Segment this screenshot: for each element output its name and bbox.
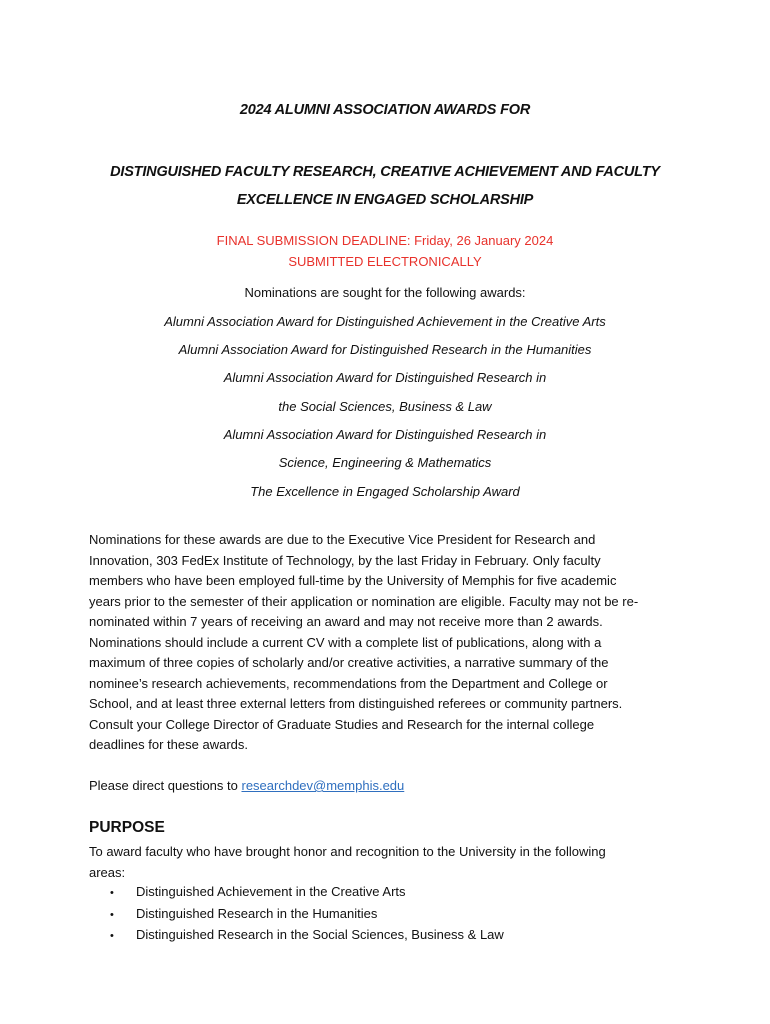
bullet-icon: • — [110, 908, 114, 921]
awards-intro: Nominations are sought for the following awards: — [244, 285, 526, 300]
paragraph-line: years prior to the semester of their application or nomination are eligible. Faculty may not be re- — [89, 593, 639, 609]
award-item: Alumni Association Award for Distinguished Achievement in the Creative Arts — [164, 314, 606, 329]
title-line-1: 2024 ALUMNI ASSOCIATION AWARDS FOR — [239, 102, 531, 118]
award-item: Alumni Association Award for Distinguished Research in — [223, 370, 547, 385]
list-item — [110, 924, 504, 946]
paragraph-line: School, and at least three external letters from distinguished referees or community partners. — [89, 696, 623, 711]
purpose-bullet-list — [110, 881, 504, 946]
deadline-line-2: SUBMITTED ELECTRONICALLY — [288, 254, 482, 269]
purpose-heading: PURPOSE — [89, 819, 165, 836]
paragraph-line: deadlines for these awards. — [89, 737, 248, 752]
list-item-text: Distinguished Achievement in the Creative Arts — [136, 884, 406, 899]
paragraph-line: areas: — [89, 864, 126, 880]
paragraph-line: Nominations should include a current CV with a complete list of publications, along with a — [89, 634, 602, 650]
title-line-2: DISTINGUISHED FACULTY RESEARCH, CREATIVE ACHIEVEMENT AND FACULTY — [110, 164, 660, 180]
paragraph-line: Nominations for these awards are due to the Executive Vice President for Research and — [89, 532, 596, 547]
list-item — [110, 903, 504, 925]
award-item: Alumni Association Award for Distinguished Research in — [223, 427, 547, 442]
award-item: the Social Sciences, Business & Law — [278, 399, 492, 414]
paragraph-line: To award faculty who have brought honor and recognition to the University in the following — [89, 844, 606, 859]
paragraph-line: maximum of three copies of scholarly and/or creative activities, a narrative summary of the — [89, 655, 609, 670]
bullet-icon: • — [110, 887, 114, 899]
award-item: The Excellence in Engaged Scholarship Award — [250, 484, 520, 499]
paragraph-line: Consult your College Director of Graduate Studies and Research for the internal college — [89, 716, 595, 732]
deadline-line-1: FINAL SUBMISSION DEADLINE: Friday, 26 January 2024 — [216, 233, 554, 248]
award-item: Science, Engineering & Mathematics — [278, 455, 492, 470]
paragraph-line: members who have been employed full-time by the University of Memphis for five academic — [89, 573, 617, 588]
award-item: Alumni Association Award for Distinguished Research in the Humanities — [178, 342, 592, 357]
purpose-text — [89, 842, 689, 883]
title-line-3: EXCELLENCE IN ENGAGED SCHOLARSHIP — [236, 192, 534, 208]
questions-prefix: Please direct questions to — [89, 778, 242, 793]
paragraph-line: nominated within 7 years of receiving an award and may not receive more than 2 awards. — [89, 614, 603, 629]
list-item-text: Distinguished Research in the Humanities — [136, 905, 378, 921]
paragraph-line: Innovation, 303 FedEx Institute of Technology, by the last Friday in February. Only faculty — [89, 552, 601, 568]
list-item-text: Distinguished Research in the Social Sciences, Business & Law — [136, 927, 504, 942]
paragraph-line: nominee’s research achievements, recommendations from the Department and College or — [89, 675, 608, 691]
list-item — [110, 881, 504, 903]
email-link[interactable]: researchdev@memphis.edu — [241, 778, 405, 793]
bullet-icon: • — [110, 930, 114, 942]
questions-line — [89, 776, 689, 797]
nominations-paragraph — [89, 530, 689, 756]
